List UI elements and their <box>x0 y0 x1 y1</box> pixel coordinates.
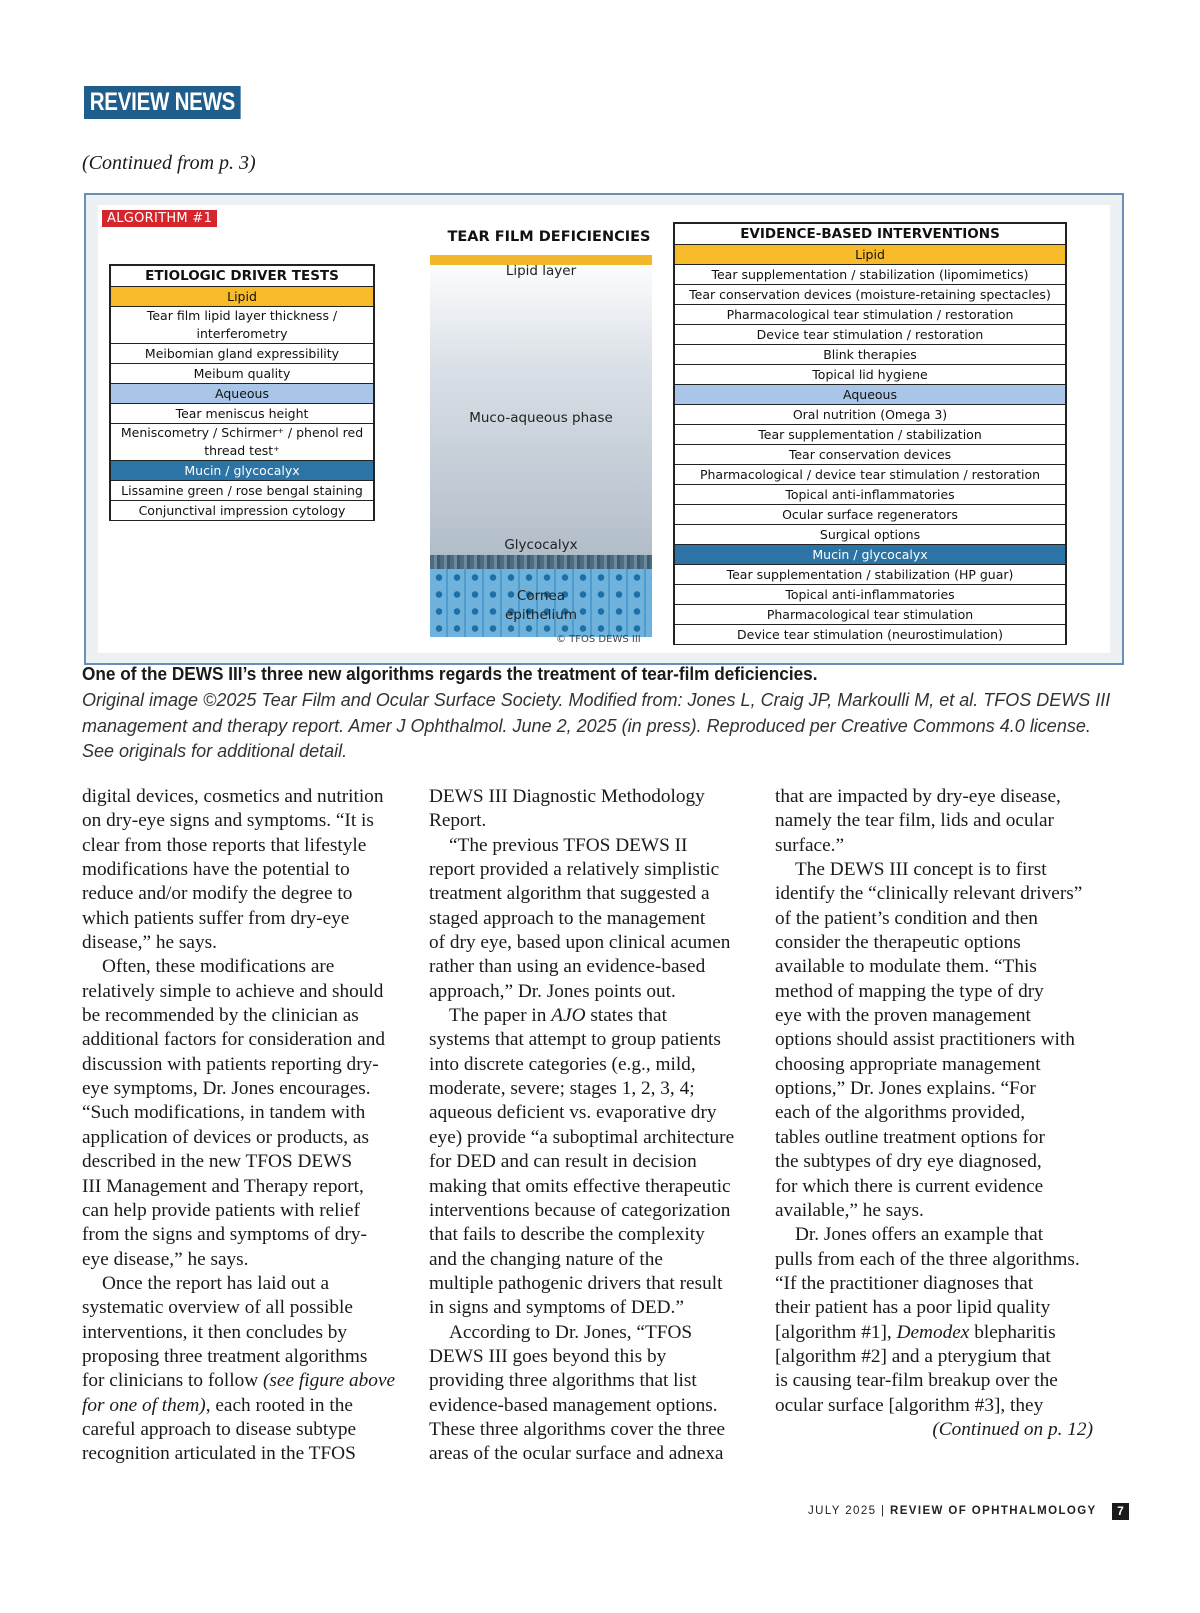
table-row: Conjunctival impression cytology <box>111 501 373 521</box>
text-line: disease,” he says. <box>82 932 217 954</box>
text-line: relatively simple to achieve and should <box>82 980 384 1002</box>
text-line: available to modulate them. “This <box>775 956 1037 978</box>
figure-panel <box>98 205 1110 653</box>
text-line: choosing appropriate management <box>775 1053 1041 1075</box>
table-row: Meibum quality <box>111 364 373 384</box>
table-row: Topical anti-inflammatories <box>675 585 1065 605</box>
text-line: can help provide patients with relief <box>82 1199 360 1221</box>
text-line: method of mapping the type of dry <box>775 980 1044 1002</box>
figure-algorithm <box>84 193 1124 665</box>
text-line: pulls from each of the three algorithms. <box>775 1248 1080 1270</box>
table-row: Pharmacological / device tear stimulation / restoration <box>675 465 1065 485</box>
table-header: ETIOLOGIC DRIVER TESTS <box>111 266 373 287</box>
text-line: be recommended by the clinician as <box>82 1005 359 1027</box>
table-row: Meniscometry / Schirmer⁺ / phenol red thread test⁺ <box>111 424 373 461</box>
table-row: Tear conservation devices (moisture-retaining spectacles) <box>675 285 1065 305</box>
text-line: “The previous TFOS DEWS II <box>449 834 688 856</box>
text-line: each of the algorithms provided, <box>775 1102 1026 1124</box>
text-line: multiple pathogenic drivers that result <box>429 1272 723 1294</box>
text-line: systematic overview of all possible <box>82 1297 353 1319</box>
text-line: ocular surface [algorithm #3], they <box>775 1394 1044 1416</box>
text-line: The paper in AJO states that <box>449 1005 667 1027</box>
table-row: Device tear stimulation / restoration <box>675 325 1065 345</box>
text-line: interventions because of categorization <box>429 1199 731 1221</box>
text-line: [algorithm #1], Demodex blepharitis <box>775 1321 1056 1343</box>
text-line: additional factors for consideration and <box>82 1029 386 1051</box>
text-line: clear from those reports that lifestyle <box>82 834 367 856</box>
table-row: Pharmacological tear stimulation / restoration <box>675 305 1065 325</box>
table-row: Tear supplementation / stabilization <box>675 425 1065 445</box>
footer-date: JULY 2025 | <box>808 1505 891 1517</box>
text-line: options,” Dr. Jones explains. “For <box>775 1078 1036 1100</box>
text-line: identify the “clinically relevant drivers” <box>775 883 1083 905</box>
text-line: proposing three treatment algorithms <box>82 1345 368 1367</box>
text-line: eye symptoms, Dr. Jones encourages. <box>82 1078 371 1100</box>
figure-credit: © TFOS DEWS III <box>556 634 641 645</box>
section-tag: REVIEW NEWS <box>84 86 241 119</box>
text-line: careful approach to disease subtype <box>82 1418 357 1440</box>
cornea-label: Cornea epithelium <box>505 588 577 623</box>
text-line: that are impacted by dry-eye disease, <box>775 786 1061 807</box>
text-line: (Continued on p. 12) <box>932 1418 1093 1440</box>
glycocalyx-band <box>430 555 652 569</box>
text-line: According to Dr. Jones, “TFOS <box>449 1321 693 1343</box>
tear-film-title: TEAR FILM DEFICIENCIES <box>447 229 651 245</box>
text-line: DEWS III goes beyond this by <box>429 1345 667 1367</box>
table-row: Lissamine green / rose bengal staining <box>111 481 373 501</box>
table-row: Surgical options <box>675 525 1065 545</box>
article-column-1 <box>82 785 400 1467</box>
text-line: digital devices, cosmetics and nutrition <box>82 786 384 807</box>
table-row: Meibomian gland expressibility <box>111 344 373 364</box>
figure-caption-credit: Original image ©2025 Tear Film and Ocular Surface Society. Modified from: Jones L, Craig JP, Markoulli M, et al. TFOS DEWS III management and therapy report. Amer J Ophthalmol. June 2, 2025 (in press). Reproduced per Creative Commons 4.0 license. See originals for additional detail. <box>82 690 1111 761</box>
text-line: for clinicians to follow (see figure above <box>82 1370 396 1392</box>
text-line: in signs and symptoms of DED.” <box>429 1297 684 1319</box>
text-line: aqueous deficient vs. evaporative dry <box>429 1102 717 1124</box>
text-line: application of devices or products, as <box>82 1126 369 1148</box>
figure-caption-title: One of the DEWS III’s three new algorithms regards the treatment of tear-film deficiencies. <box>82 663 818 684</box>
table-row: Device tear stimulation (neurostimulation) <box>675 625 1065 645</box>
text-line: surface.” <box>775 834 845 856</box>
text-line: [algorithm #2] and a pterygium that <box>775 1345 1051 1367</box>
text-line: rather than using an evidence-based <box>429 956 706 978</box>
etiologic-driver-table <box>109 264 375 521</box>
table-row: Pharmacological tear stimulation <box>675 605 1065 625</box>
table-row: Tear supplementation / stabilization (lipomimetics) <box>675 265 1065 285</box>
text-line: for one of them), each rooted in the <box>82 1394 353 1416</box>
text-line: Often, these modifications are <box>102 956 335 978</box>
table-row: Tear meniscus height <box>111 404 373 424</box>
page-footer <box>808 1505 1097 1517</box>
footer-magazine: REVIEW OF OPHTHALMOLOGY <box>890 1505 1097 1517</box>
text-line: for DED and can result in decision <box>429 1151 697 1173</box>
table-row: Ocular surface regenerators <box>675 505 1065 525</box>
text-line: and the changing nature of the <box>429 1248 663 1270</box>
category-row-aqueous: Aqueous <box>675 385 1065 405</box>
text-line: moderate, severe; stages 1, 2, 3, 4; <box>429 1078 695 1100</box>
text-line: of the patient’s condition and then <box>775 907 1038 929</box>
text-line: report provided a relatively simplistic <box>429 859 720 881</box>
muco-aqueous-label: Muco-aqueous phase <box>469 410 613 426</box>
lipid-layer-label: Lipid layer <box>505 263 577 279</box>
algorithm-label: ALGORITHM #1 <box>102 210 217 227</box>
table-row: Topical anti-inflammatories <box>675 485 1065 505</box>
category-row-lipid: Lipid <box>111 287 373 307</box>
text-line: eye with the proven management <box>775 1005 1031 1027</box>
text-line: is causing tear-film breakup over the <box>775 1370 1058 1392</box>
text-line: consider the therapeutic options <box>775 932 1021 954</box>
page-number: 7 <box>1112 1503 1129 1520</box>
text-line: of dry eye, based upon clinical acumen <box>429 932 731 954</box>
text-line: “If the practitioner diagnoses that <box>775 1272 1034 1294</box>
text-line: interventions, it then concludes by <box>82 1321 348 1343</box>
text-line: which patients suffer from dry-eye <box>82 907 350 929</box>
category-row-lipid: Lipid <box>675 245 1065 265</box>
text-line: Dr. Jones offers an example that <box>795 1224 1044 1246</box>
category-row-aqueous: Aqueous <box>111 384 373 404</box>
tear-film-diagram <box>430 255 652 637</box>
interventions-table <box>673 222 1067 645</box>
text-line: III Management and Therapy report, <box>82 1175 364 1197</box>
text-line: providing three algorithms that list <box>429 1370 697 1392</box>
text-line: DEWS III Diagnostic Methodology <box>429 786 705 807</box>
text-line: The DEWS III concept is to first <box>795 859 1047 881</box>
text-line: namely the tear film, lids and ocular <box>775 810 1054 832</box>
text-line: recognition articulated in the TFOS <box>82 1443 356 1465</box>
text-line: making that omits effective therapeutic <box>429 1175 731 1197</box>
text-line: treatment algorithm that suggested a <box>429 883 710 905</box>
text-line: approach,” Dr. Jones points out. <box>429 980 676 1002</box>
text-line: described in the new TFOS DEWS <box>82 1151 353 1173</box>
text-line: available,” he says. <box>775 1199 924 1221</box>
table-row: Tear supplementation / stabilization (HP guar) <box>675 565 1065 585</box>
table-row: Tear conservation devices <box>675 445 1065 465</box>
table-row: Blink therapies <box>675 345 1065 365</box>
category-row-mucin: Mucin / glycocalyx <box>675 545 1065 565</box>
continued-from-note: (Continued from p. 3) <box>82 152 256 174</box>
text-line: modifications have the potential to <box>82 859 350 881</box>
text-line: Once the report has laid out a <box>102 1272 330 1294</box>
text-line: options should assist practitioners with <box>775 1029 1075 1051</box>
category-row-mucin: Mucin / glycocalyx <box>111 461 373 481</box>
text-line: from the signs and symptoms of dry- <box>82 1224 367 1246</box>
text-line: into discrete categories (e.g., mild, <box>429 1053 696 1075</box>
text-line: their patient has a poor lipid quality <box>775 1297 1051 1319</box>
table-row: Tear film lipid layer thickness / interferometry <box>111 307 373 344</box>
text-line: areas of the ocular surface and adnexa <box>429 1443 724 1465</box>
text-line: eye) provide “a suboptimal architecture <box>429 1126 735 1148</box>
article-column-3 <box>775 785 1093 1442</box>
text-line: discussion with patients reporting dry- <box>82 1053 379 1075</box>
text-line: tables outline treatment options for <box>775 1126 1045 1148</box>
article-column-2 <box>429 785 747 1467</box>
text-line: “Such modifications, in tandem with <box>82 1102 366 1124</box>
text-line: that fails to describe the complexity <box>429 1224 705 1246</box>
text-line: the subtypes of dry eye diagnosed, <box>775 1151 1042 1173</box>
text-line: systems that attempt to group patients <box>429 1029 721 1051</box>
text-line: staged approach to the management <box>429 907 706 929</box>
table-row: Oral nutrition (Omega 3) <box>675 405 1065 425</box>
text-line: reduce and/or modify the degree to <box>82 883 353 905</box>
text-line: for which there is current evidence <box>775 1175 1044 1197</box>
text-line: eye disease,” he says. <box>82 1248 249 1270</box>
text-line: These three algorithms cover the three <box>429 1418 726 1440</box>
glycocalyx-label: Glycocalyx <box>504 537 578 553</box>
table-row: Topical lid hygiene <box>675 365 1065 385</box>
text-line: on dry-eye signs and symptoms. “It is <box>82 810 374 832</box>
text-line: evidence-based management options. <box>429 1394 718 1416</box>
text-line: Report. <box>429 810 487 832</box>
table-header: EVIDENCE-BASED INTERVENTIONS <box>675 224 1065 245</box>
